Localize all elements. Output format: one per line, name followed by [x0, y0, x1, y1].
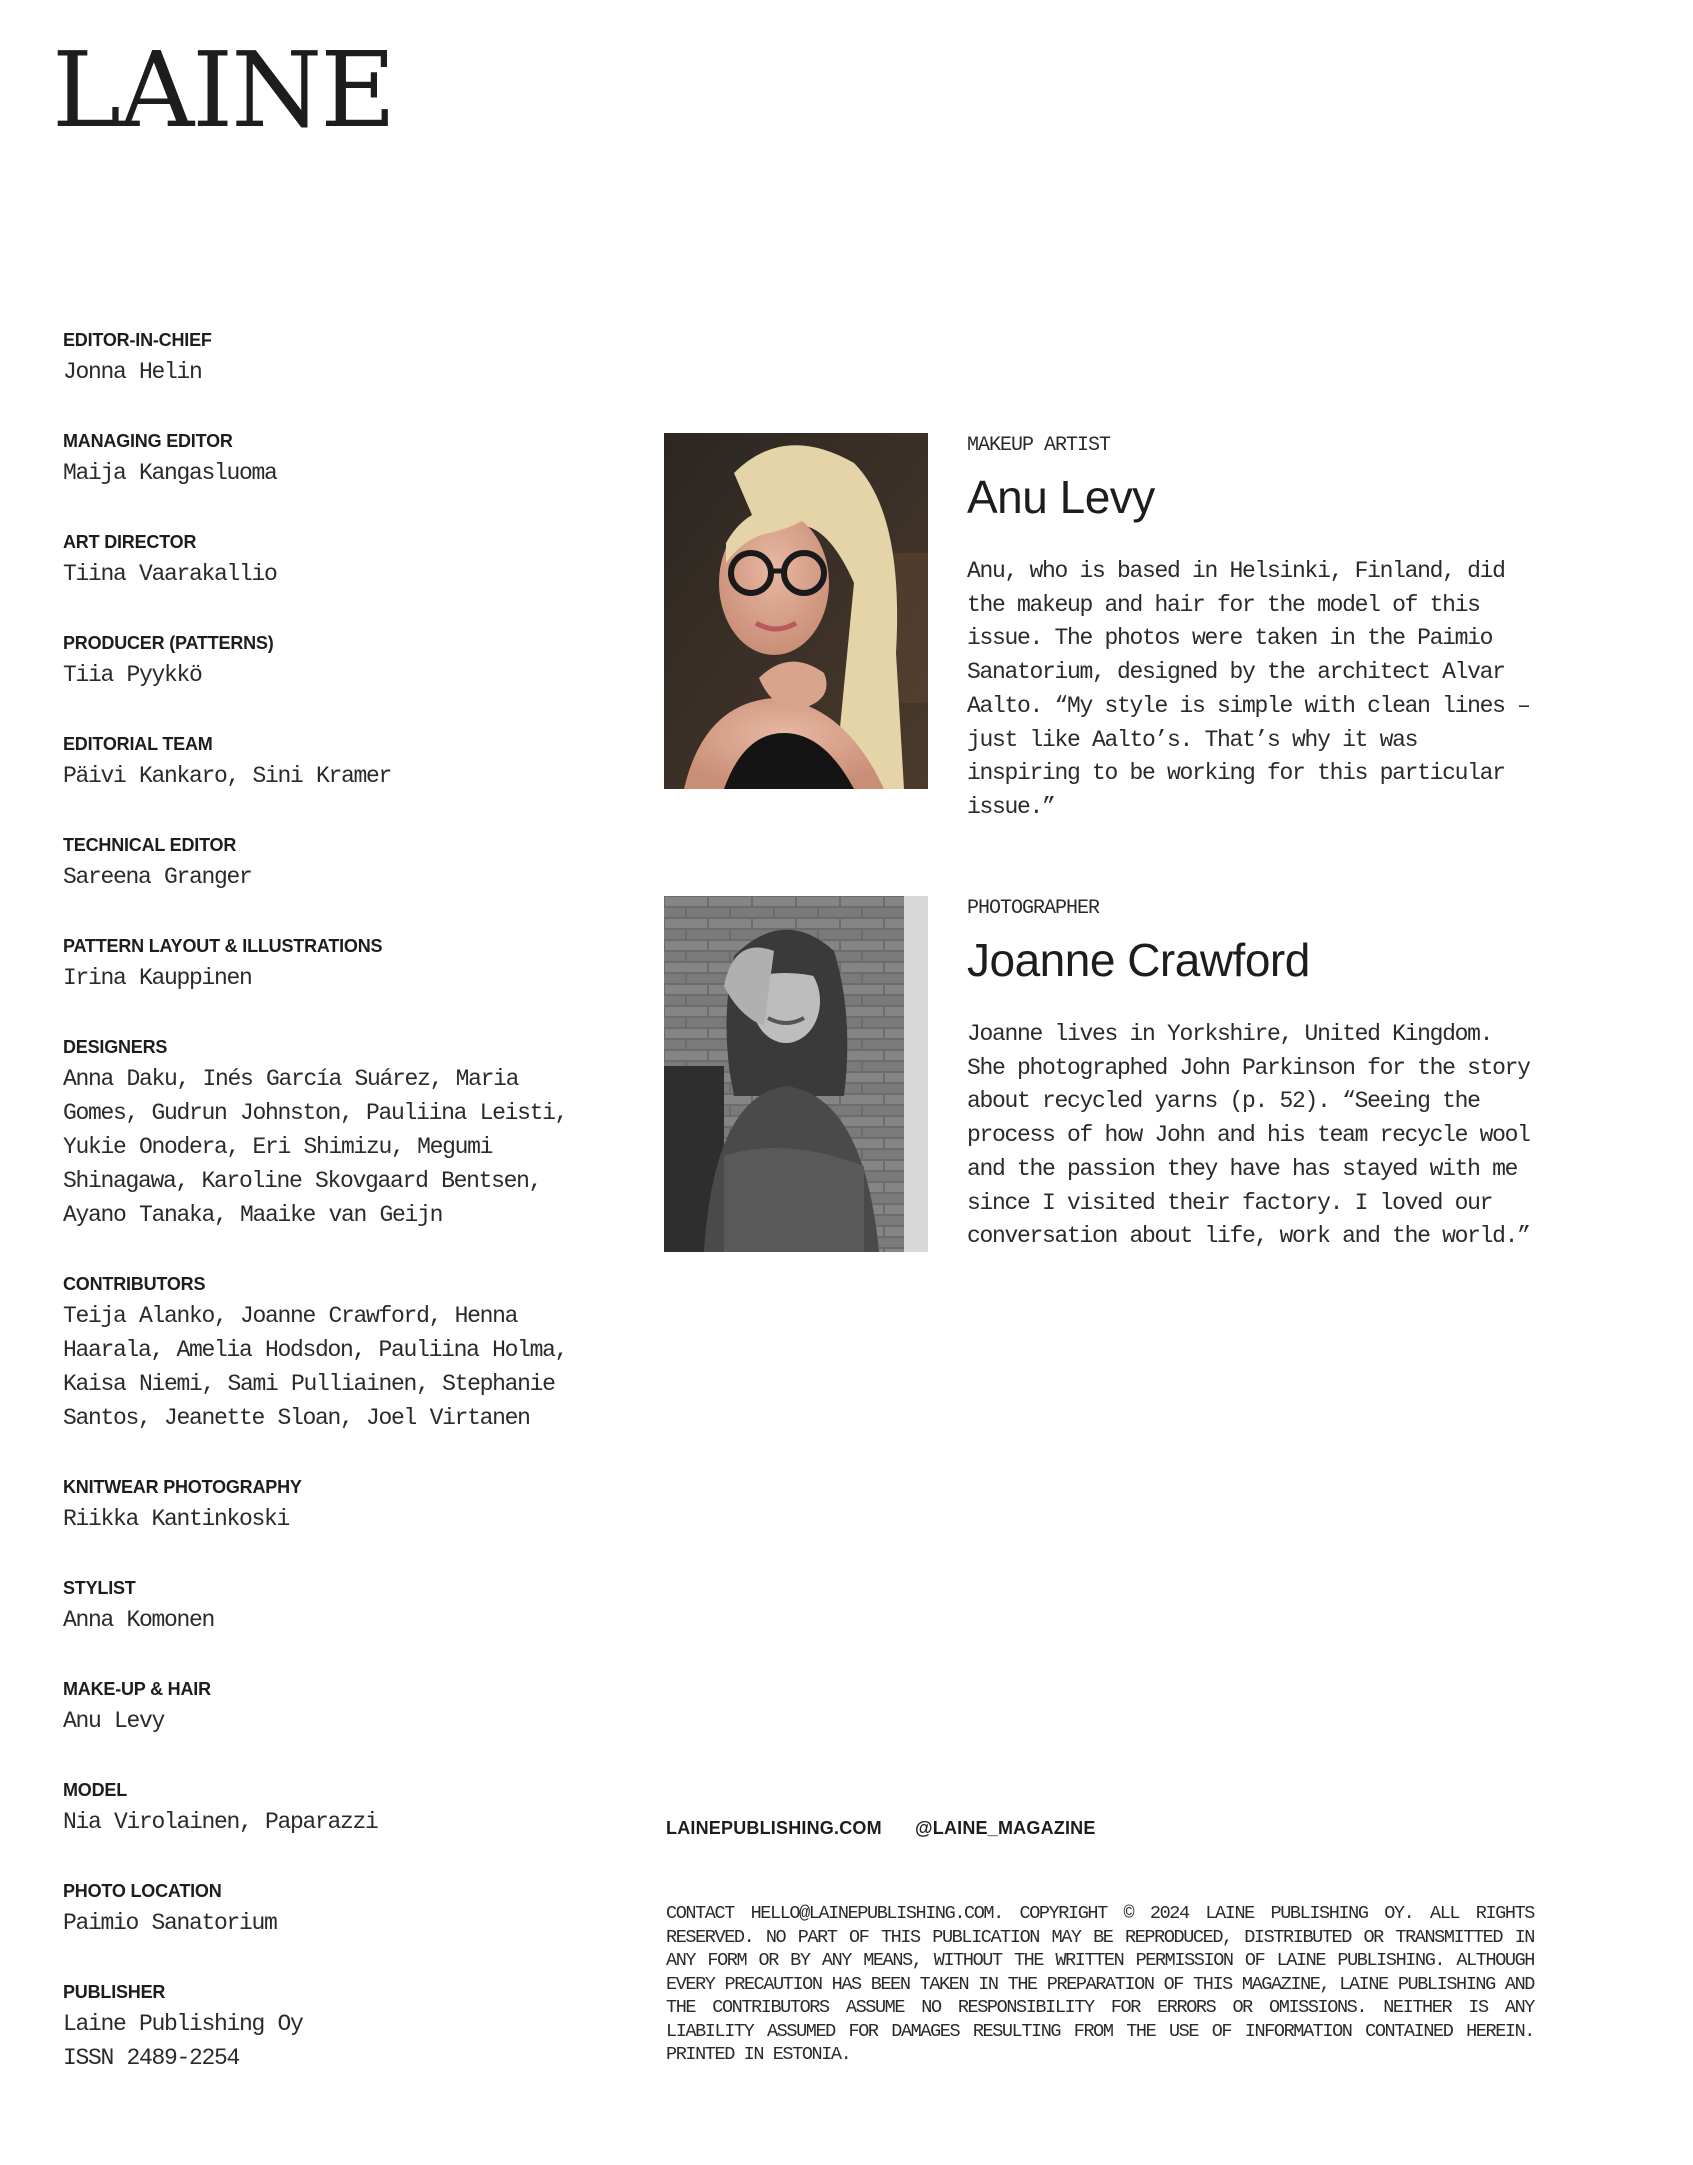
credit-role: TECHNICAL EDITOR [63, 835, 237, 855]
credit-name: Anna Daku, Inés García Suárez, Maria Gomes, Gudrun Johnston, Pauliina Leisti, Yukie Onodera, Eri Shimizu, Megumi Shinagawa, Karoline Skovgaard Bentsen, Ayano Tanaka, Maaike van Geijn [63, 1066, 568, 1228]
credit-role: MANAGING EDITOR [63, 431, 233, 451]
issn-number: ISSN 2489-2254 [63, 2045, 240, 2071]
credit-role: KNITWEAR PHOTOGRAPHY [63, 1477, 302, 1497]
credit-model [63, 1779, 603, 1839]
credit-make-up-hair [63, 1678, 603, 1738]
credit-contributors [63, 1273, 603, 1435]
credit-role: CONTRIBUTORS [63, 1274, 206, 1294]
profile-bio: Anu, who is based in Helsinki, Finland, did the makeup and hair for the model of this issue. The photos were taken in the Paimio Sanatorium, designed by the architect Alvar Aalto. “My style is simple with clean lines – just like Aalto’s. That’s why it was inspiring to be working for this particular issue.” [967, 558, 1530, 820]
credit-name: Päivi Kankaro, Sini Kramer [63, 763, 392, 789]
website-link[interactable]: LAINEPUBLISHING.COM [666, 1818, 882, 1838]
profile-name: Joanne Crawford [967, 934, 1310, 986]
credit-name: Sareena Granger [63, 864, 252, 890]
credit-role: EDITORIAL TEAM [63, 734, 213, 754]
profile-bio: Joanne lives in Yorkshire, United Kingdom. She photographed John Parkinson for the story about recycled yarns (p. 52). “Seeing the process of how John and his team recycle wool and the passion they have has stayed with me since I visited their factory. I loved our conversation about life, work and the world.” [967, 1021, 1530, 1250]
profile-text [967, 896, 1542, 1254]
credit-managing-editor [63, 430, 603, 490]
credit-role: PATTERN LAYOUT & ILLUSTRATIONS [63, 936, 383, 956]
legal-notice: CONTACT HELLO@LAINEPUBLISHING.COM. COPYRIGHT © 2024 LAINE PUBLISHING OY. ALL RIGHTS RESERVED. NO PART OF THIS PUBLICATION MAY BE REPRODUCED, DISTRIBUTED OR TRANSMITTED IN ANY FORM OR BY ANY MEANS, WITHOUT THE WRITTEN PERMISSION OF LAINE PUBLISHING. ALTHOUGH EVERY PRECAUTION HAS BEEN TAKEN IN THE PREPARATION OF THIS MAGAZINE, LAINE PUBLISHING AND THE CONTRIBUTORS ASSUME NO RESPONSIBILITY FOR ERRORS OR OMISSIONS. NEITHER IS ANY LIABILITY ASSUMED FOR DAMAGES RESULTING FROM THE USE OF INFORMATION CONTAINED HEREIN. PRINTED IN ESTONIA. [666, 1903, 1534, 2065]
profile-role: MAKEUP ARTIST [967, 434, 1111, 457]
credit-role: ART DIRECTOR [63, 532, 197, 552]
credit-role: DESIGNERS [63, 1037, 168, 1057]
credit-role: PHOTO LOCATION [63, 1881, 222, 1901]
credit-editor-in-chief [63, 329, 603, 389]
profile-role: PHOTOGRAPHER [967, 897, 1100, 920]
credit-stylist [63, 1577, 603, 1637]
credit-name: Paimio Sanatorium [63, 1910, 277, 1936]
credit-name: Laine Publishing Oy [63, 2011, 303, 2037]
laine-logo: LAINE [52, 29, 395, 151]
credit-publisher [63, 1981, 603, 2075]
credit-pattern-layout [63, 935, 603, 995]
credit-designers [63, 1036, 603, 1232]
credit-name: Nia Virolainen, Paparazzi [63, 1809, 378, 1835]
portrait-photo-joanne-crawford [664, 896, 928, 1252]
credit-name: Riikka Kantinkoski [63, 1506, 290, 1532]
credit-role: PRODUCER (PATTERNS) [63, 633, 274, 653]
credit-producer-patterns [63, 632, 603, 692]
credit-role: PUBLISHER [63, 1982, 166, 2002]
credit-role: MAKE-UP & HAIR [63, 1679, 211, 1699]
credit-technical-editor [63, 834, 603, 894]
masthead-credits [63, 329, 603, 2116]
profile-text [967, 433, 1542, 825]
credit-name: Irina Kauppinen [63, 965, 252, 991]
instagram-handle[interactable]: @LAINE_MAGAZINE [915, 1818, 1096, 1838]
credit-name: Anna Komonen [63, 1607, 215, 1633]
credit-role: STYLIST [63, 1578, 136, 1598]
credit-name: Tiina Vaarakallio [63, 561, 277, 587]
credit-art-director [63, 531, 603, 591]
credit-name: Jonna Helin [63, 359, 202, 385]
profile-name: Anu Levy [967, 471, 1155, 523]
footer-links [666, 1818, 1124, 1839]
credit-photo-location [63, 1880, 603, 1940]
credit-editorial-team [63, 733, 603, 793]
credit-name: Maija Kangasluoma [63, 460, 277, 486]
credit-name: Tiia Pyykkö [63, 662, 202, 688]
credit-role: EDITOR-IN-CHIEF [63, 330, 212, 350]
credit-name: Anu Levy [63, 1708, 165, 1734]
portrait-photo-anu-levy [664, 433, 928, 789]
credit-name: Teija Alanko, Joanne Crawford, Henna Haarala, Amelia Hodsdon, Pauliina Holma, Kaisa Niemi, Sami Pulliainen, Stephanie Santos, Jeanette Sloan, Joel Virtanen [63, 1303, 568, 1431]
credit-role: MODEL [63, 1780, 127, 1800]
credit-knitwear-photography [63, 1476, 603, 1536]
